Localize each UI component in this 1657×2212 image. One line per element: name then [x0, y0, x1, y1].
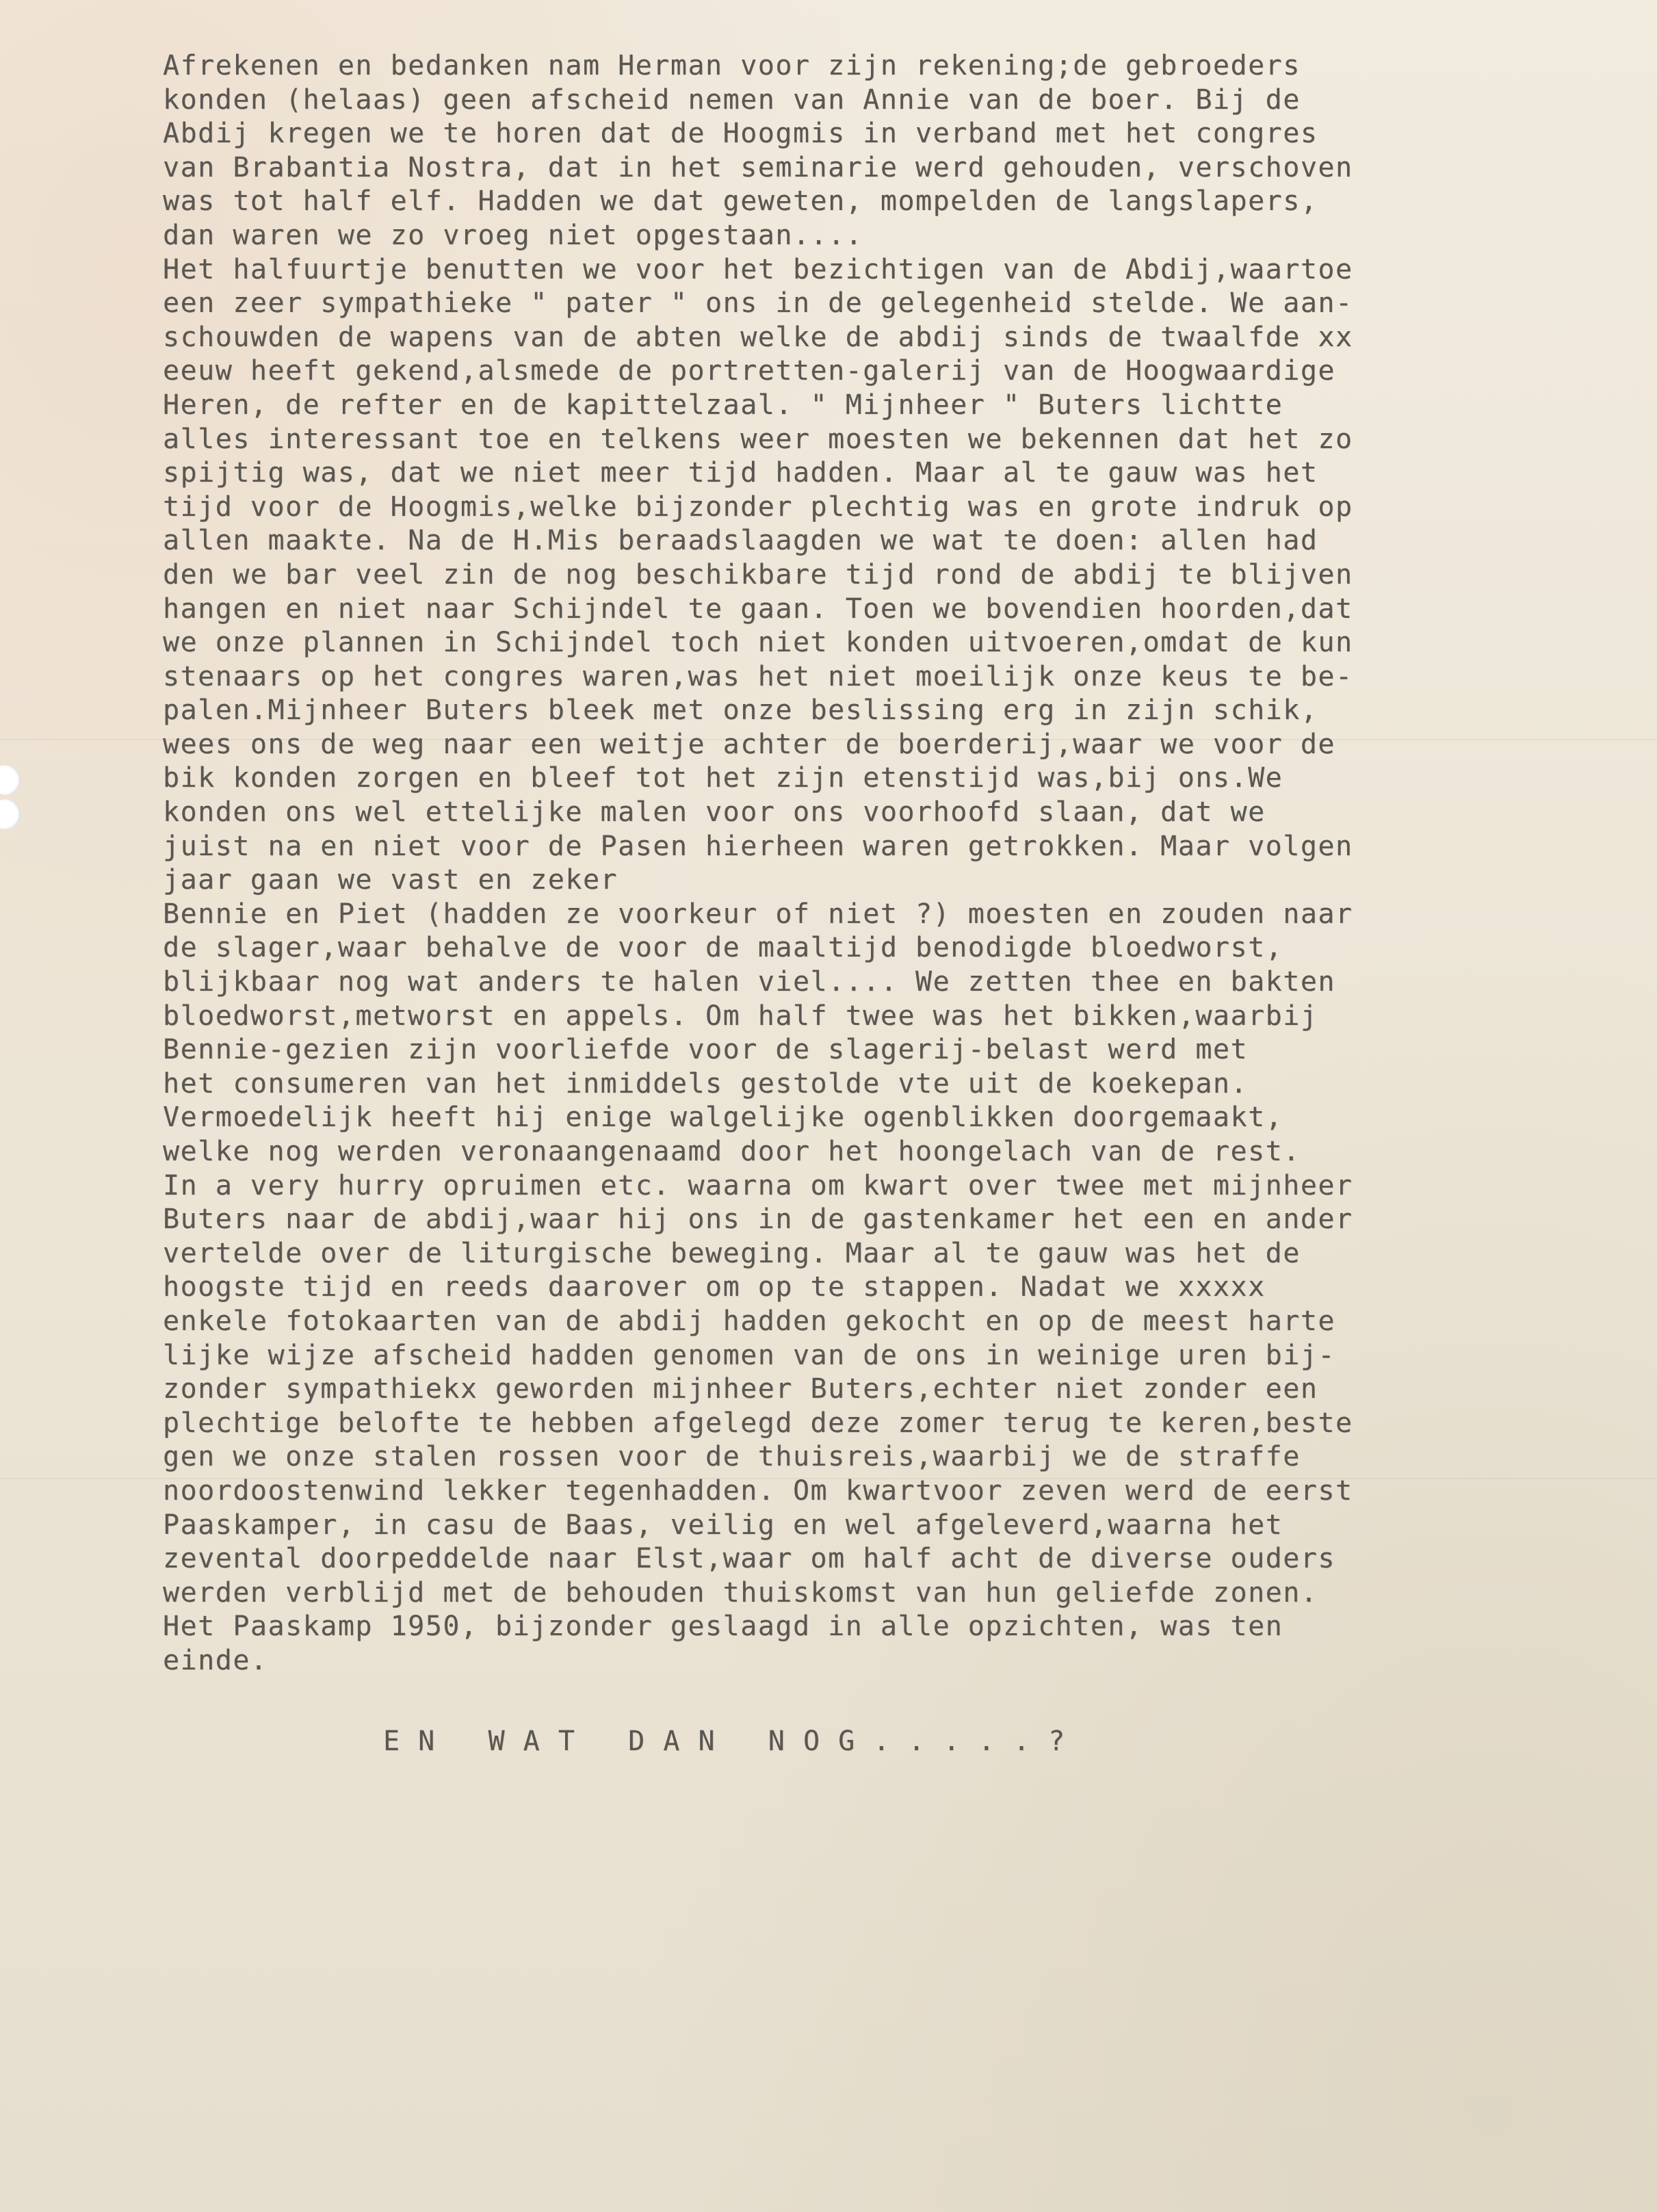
text-line: hoogste tijd en reeds daarover om op te stappen. Nadat we xxxxx: [163, 1271, 1266, 1303]
text-line: een zeer sympathieke " pater " ons in de gelegenheid stelde. We aan-: [163, 287, 1353, 320]
text-line: werden verblijd met de behouden thuiskomst van hun geliefde zonen.: [163, 1576, 1318, 1609]
text-line: wees ons de weg naar een weitje achter de boerderij,waar we voor de: [163, 728, 1335, 760]
text-line: eeuw heeft gekend,alsmede de portretten-galerij van de Hoogwaardige: [163, 355, 1335, 387]
punch-hole: [0, 765, 21, 795]
text-line: zonder sympathiekx geworden mijnheer Buters,echter niet zonder een: [163, 1373, 1318, 1405]
text-line: gen we onze stalen rossen voor de thuisreis,waarbij we de straffe: [163, 1441, 1301, 1473]
text-line: Heren, de refter en de kapittelzaal. " Mijnheer " Buters lichtte: [163, 389, 1283, 421]
text-line: hangen en niet naar Schijndel te gaan. Toen we bovendien hoorden,dat: [163, 593, 1353, 625]
text-line: juist na en niet voor de Pasen hierheen waren getrokken. Maar volgen: [163, 830, 1353, 862]
text-line: jaar gaan we vast en zeker: [163, 864, 618, 896]
text-line: welke nog werden veronaangenaamd door het hoongelach van de rest.: [163, 1136, 1301, 1167]
text-line: In a very hurry opruimen etc. waarna om kwart over twee met mijnheer: [163, 1169, 1353, 1201]
text-line: vertelde over de liturgische beweging. Maar al te gauw was het de: [163, 1237, 1301, 1269]
text-line: Het Paaskamp 1950, bijzonder geslaagd in alle opzichten, was ten: [163, 1611, 1283, 1643]
text-line: lijke wijze afscheid hadden genomen van de ons in weinige uren bij-: [163, 1339, 1335, 1371]
text-line: spijtig was, dat we niet meer tijd hadden. Maar al te gauw was het: [163, 457, 1318, 489]
text-line: Vermoedelijk heeft hij enige walgelijke ogenblikken doorgemaakt,: [163, 1102, 1283, 1134]
text-line: blijkbaar nog wat anders te halen viel.... We zetten thee en bakten: [163, 966, 1335, 998]
text-line: alles interessant toe en telkens weer moesten we bekennen dat het zo: [163, 423, 1353, 455]
text-line: Abdij kregen we te horen dat de Hoogmis in verband met het congres: [163, 118, 1318, 150]
text-line: tijd voor de Hoogmis,welke bijzonder plechtig was en grote indruk op: [163, 491, 1353, 523]
text-line: Bennie-gezien zijn voorliefde voor de slagerij-belast werd met: [163, 1034, 1249, 1066]
closing-line: E N W A T D A N N O G . . . . . ?: [383, 1726, 1066, 1757]
text-line: schouwden de wapens van de abten welke de abdij sinds de twaalfde xx: [163, 321, 1353, 353]
text-line: van Brabantia Nostra, dat in het seminarie werd gehouden, verschoven: [163, 151, 1353, 183]
text-line: zevental doorpeddelde naar Elst,waar om half acht de diverse ouders: [163, 1543, 1335, 1575]
text-line: Het halfuurtje benutten we voor het bezichtigen van de Abdij,waartoe: [163, 253, 1353, 285]
text-line: Buters naar de abdij,waar hij ons in de gastenkamer het een en ander: [163, 1203, 1353, 1236]
text-line: bik konden zorgen en bleef tot het zijn etenstijd was,bij ons.We: [163, 762, 1283, 794]
typed-text-body: [163, 49, 1586, 1678]
text-line: het consumeren van het inmiddels gestolde vte uit de koekepan.: [163, 1067, 1249, 1100]
punch-hole: [0, 799, 21, 829]
text-line: den we bar veel zin de nog beschikbare tijd rond de abdij te blijven: [163, 558, 1353, 590]
text-line: Paaskamper, in casu de Baas, veilig en wel afgeleverd,waarna het: [163, 1509, 1283, 1541]
text-line: Bennie en Piet (hadden ze voorkeur of niet ?) moesten en zouden naar: [163, 898, 1353, 930]
text-line: stenaars op het congres waren,was het niet moeilijk onze keus te be-: [163, 660, 1353, 692]
text-line: bloedworst,metworst en appels. Om half twee was het bikken,waarbij: [163, 1000, 1318, 1032]
text-line: einde.: [163, 1644, 268, 1676]
text-line: we onze plannen in Schijndel toch niet konden uitvoeren,omdat de kun: [163, 627, 1353, 659]
text-line: konden (helaas) geen afscheid nemen van Annie van de boer. Bij de: [163, 83, 1301, 116]
text-line: Afrekenen en bedanken nam Herman voor zijn rekening;de gebroeders: [163, 50, 1301, 81]
text-line: de slager,waar behalve de voor de maaltijd benodigde bloedworst,: [163, 932, 1283, 964]
text-line: palen.Mijnheer Buters bleek met onze beslissing erg in zijn schik,: [163, 694, 1318, 727]
text-line: konden ons wel ettelijke malen voor ons voorhoofd slaan, dat we: [163, 796, 1266, 829]
text-line: plechtige belofte te hebben afgelegd deze zomer terug te keren,beste: [163, 1407, 1353, 1439]
text-line: dan waren we zo vroeg niet opgestaan....: [163, 219, 863, 251]
text-line: allen maakte. Na de H.Mis beraadslaagden we wat te doen: allen had: [163, 525, 1318, 557]
text-line: was tot half elf. Hadden we dat geweten, mompelden de langslapers,: [163, 185, 1318, 218]
text-line: enkele fotokaarten van de abdij hadden gekocht en op de meest harte: [163, 1305, 1335, 1337]
text-line: noordoostenwind lekker tegenhadden. Om kwartvoor zeven werd de eerst: [163, 1474, 1353, 1507]
